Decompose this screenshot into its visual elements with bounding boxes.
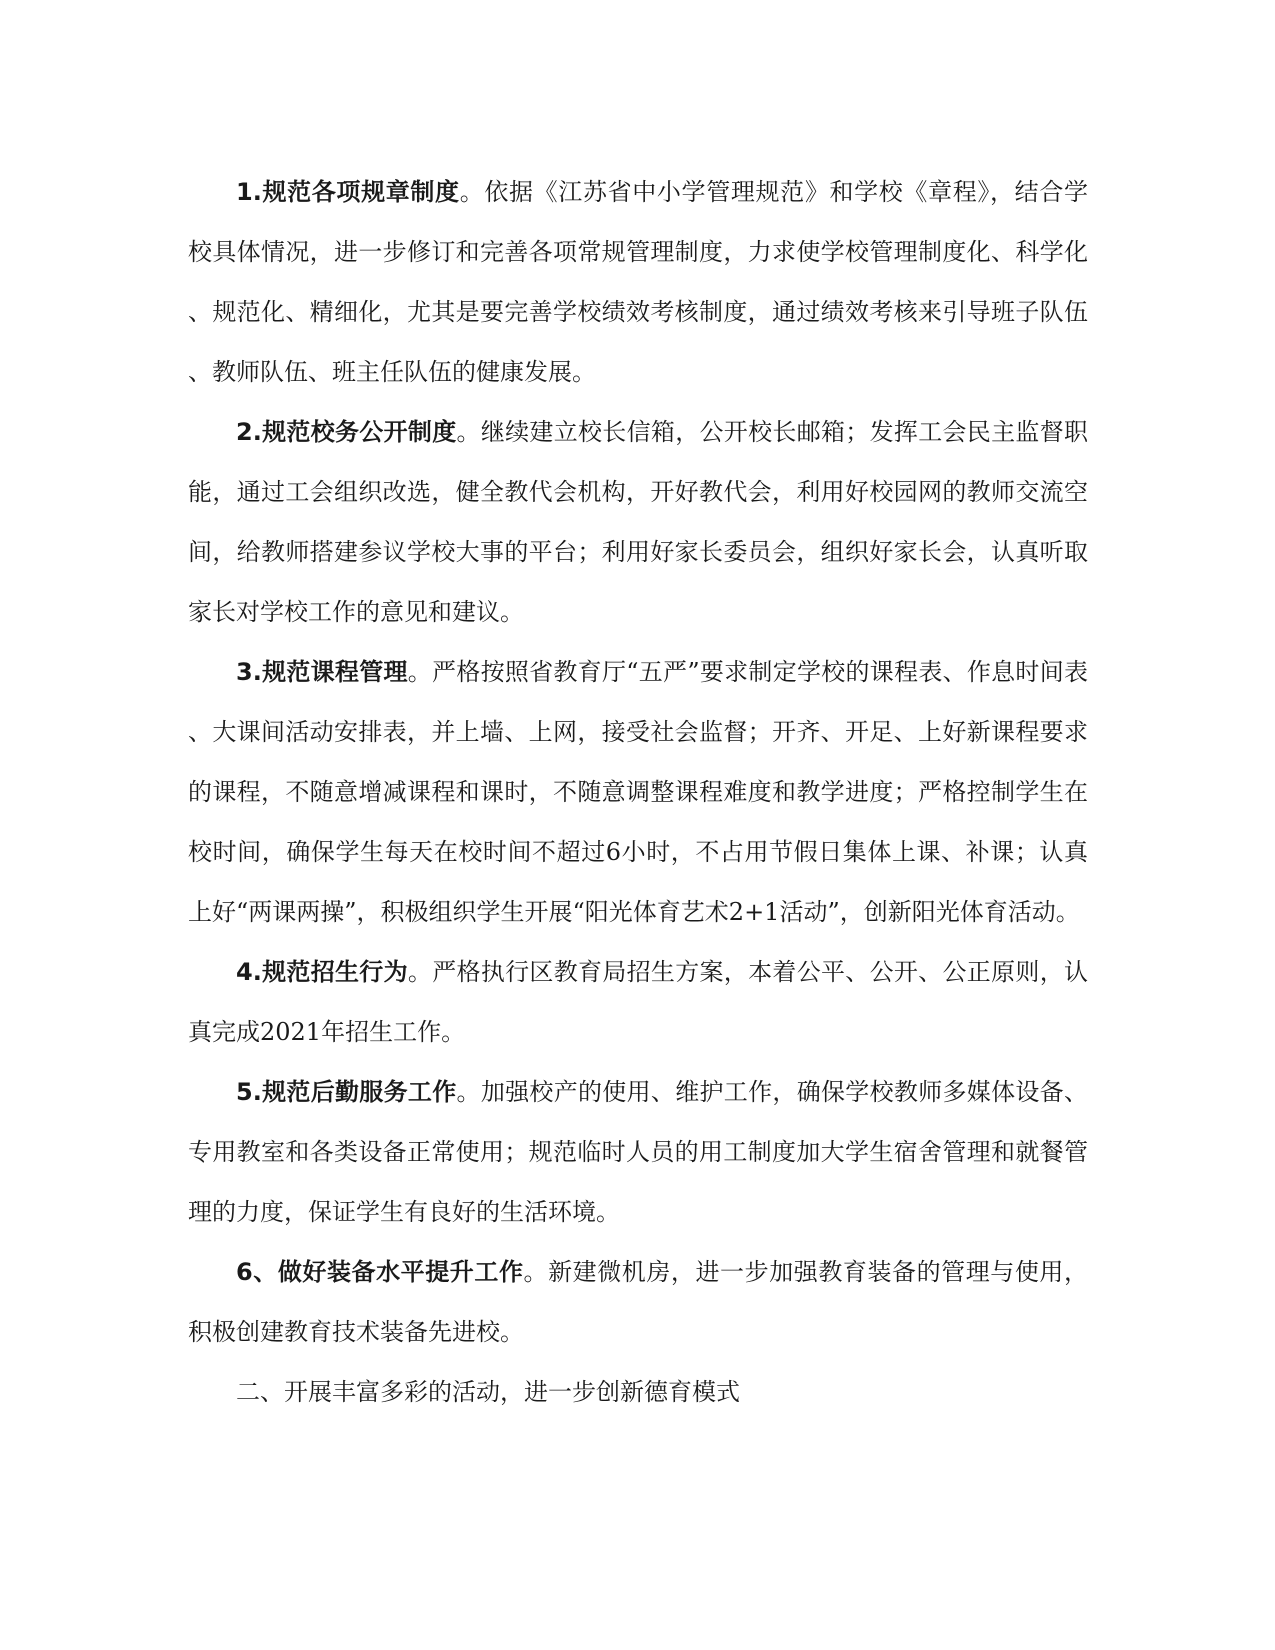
paragraph-heading: 3.规范课程管理 xyxy=(236,658,408,686)
paragraph-body: 。依据《江苏省中小学管理规范》和学校《章程》，结合学校具体情况，进一步修订和完善各项常规管理制度，力求使学校管理制度化、科学化、规范化、精细化，尤其是要完善学校绩效考核制度，通过绩效考核来引导班子队伍、教师队伍、班主任队伍的健康发展。 xyxy=(188,178,1088,386)
paragraph-body: 。严格执行区教育局招生方案，本着公平、公开、公正原则，认真完成2021年招生工作。 xyxy=(188,958,1088,1046)
paragraph-heading: 5.规范后勤服务工作 xyxy=(236,1078,457,1106)
paragraph-body: 。严格按照省教育厅“五严”要求制定学校的课程表、作息时间表、大课间活动安排表，并上墙、上网，接受社会监督；开齐、开足、上好新课程要求的课程，不随意增减课程和课时，不随意调整课程难度和教学进度；严格控制学生在校时间，确保学生每天在校时间不超过6小时，不占用节假日集体上课、补课；认真上好“两课两操”，积极组织学生开展“阳光体育艺术2+1活动”，创新阳光体育活动。 xyxy=(188,658,1088,926)
paragraph-body: 二、开展丰富多彩的活动，进一步创新德育模式 xyxy=(236,1378,740,1406)
paragraph-heading: 1.规范各项规章制度 xyxy=(236,178,460,206)
paragraph-equipment xyxy=(188,1242,1088,1362)
paragraph-heading: 2.规范校务公开制度 xyxy=(236,418,457,446)
paragraph-curriculum xyxy=(188,642,1088,942)
paragraph-heading: 4.规范招生行为 xyxy=(236,958,408,986)
paragraph-body: 。新建微机房，进一步加强教育装备的管理与使用，积极创建教育技术装备先进校。 xyxy=(188,1258,1089,1346)
document-page xyxy=(188,162,1088,1422)
section-heading-moral-education xyxy=(188,1362,1088,1422)
paragraph-school-affairs xyxy=(188,402,1088,642)
paragraph-rules-system xyxy=(188,162,1088,402)
paragraph-body: 。加强校产的使用、维护工作，确保学校教师多媒体设备、专用教室和各类设备正常使用；规范临时人员的用工制度加大学生宿舍管理和就餐管理的力度，保证学生有良好的生活环境。 xyxy=(188,1078,1088,1226)
paragraph-logistics xyxy=(188,1062,1088,1242)
paragraph-enrollment xyxy=(188,942,1088,1062)
paragraph-body: 。继续建立校长信箱，公开校长邮箱；发挥工会民主监督职能，通过工会组织改选，健全教代会机构，开好教代会，利用好校园网的教师交流空间，给教师搭建参议学校大事的平台；利用好家长委员会，组织好家长会，认真听取家长对学校工作的意见和建议。 xyxy=(188,418,1088,626)
paragraph-heading: 6、做好装备水平提升工作 xyxy=(236,1258,524,1286)
